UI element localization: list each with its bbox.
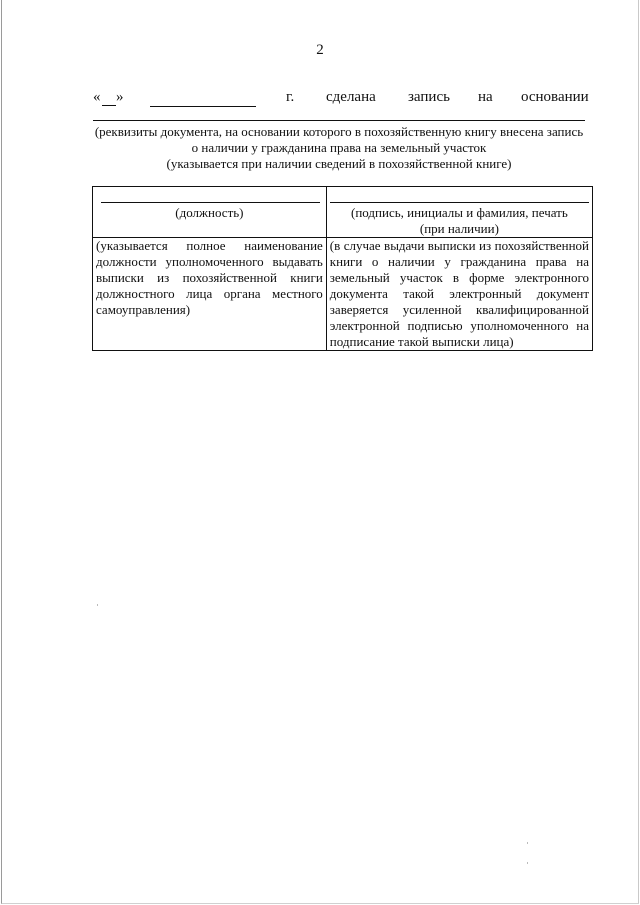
signature-header-line-2: (при наличии) — [419, 221, 499, 236]
signature-header-line-1: (подпись, инициалы и фамилия, печать — [351, 205, 568, 220]
signature-table-body-row — [93, 238, 593, 351]
signature-blank-line — [330, 202, 589, 203]
year-abbreviation: г. — [286, 89, 295, 105]
quote-open: « — [93, 89, 101, 105]
word-entry: запись — [408, 89, 450, 105]
day-blank-field — [102, 89, 116, 106]
word-on: на — [478, 89, 493, 105]
basis-blank-line — [93, 120, 585, 121]
signature-note-cell: (в случае выдачи выписки из похозяйственной книги о наличии у гражданина права на земельный участок в форме электронного документа такой электронный документ заверяется усиленной квалифицированной электронной подписью уполномоченного на подписание такой выписки лица) — [326, 238, 592, 351]
word-made: сделана — [326, 89, 376, 105]
record-statement — [93, 89, 589, 111]
position-note-cell: (указывается полное наименование должности уполномоченного выдавать выписки из похозяйственной книги должностного лица органа местного самоуправления) — [93, 238, 327, 351]
position-header-cell — [93, 187, 327, 238]
month-blank-field — [150, 89, 256, 107]
requisites-caption — [93, 124, 585, 172]
page-number: 2 — [316, 42, 324, 58]
position-header: (должность) — [175, 205, 244, 220]
signature-header — [330, 187, 589, 237]
scan-artifact — [97, 604, 98, 606]
requisites-line-2: о наличии у гражданина права на земельный участок — [191, 140, 487, 155]
signature-header-cell — [326, 187, 592, 238]
word-basis: основании — [521, 89, 589, 105]
scan-artifact — [527, 862, 528, 864]
quote-close: » — [116, 89, 124, 105]
position-blank-line — [101, 202, 320, 203]
requisites-line-3: (указывается при наличии сведений в похозяйственной книге) — [166, 156, 512, 171]
signature-table — [92, 186, 593, 351]
scan-artifact — [527, 842, 528, 844]
requisites-line-1: (реквизиты документа, на основании которого в похозяйственную книгу внесена запись — [94, 124, 584, 139]
signature-table-header-row — [93, 187, 593, 238]
